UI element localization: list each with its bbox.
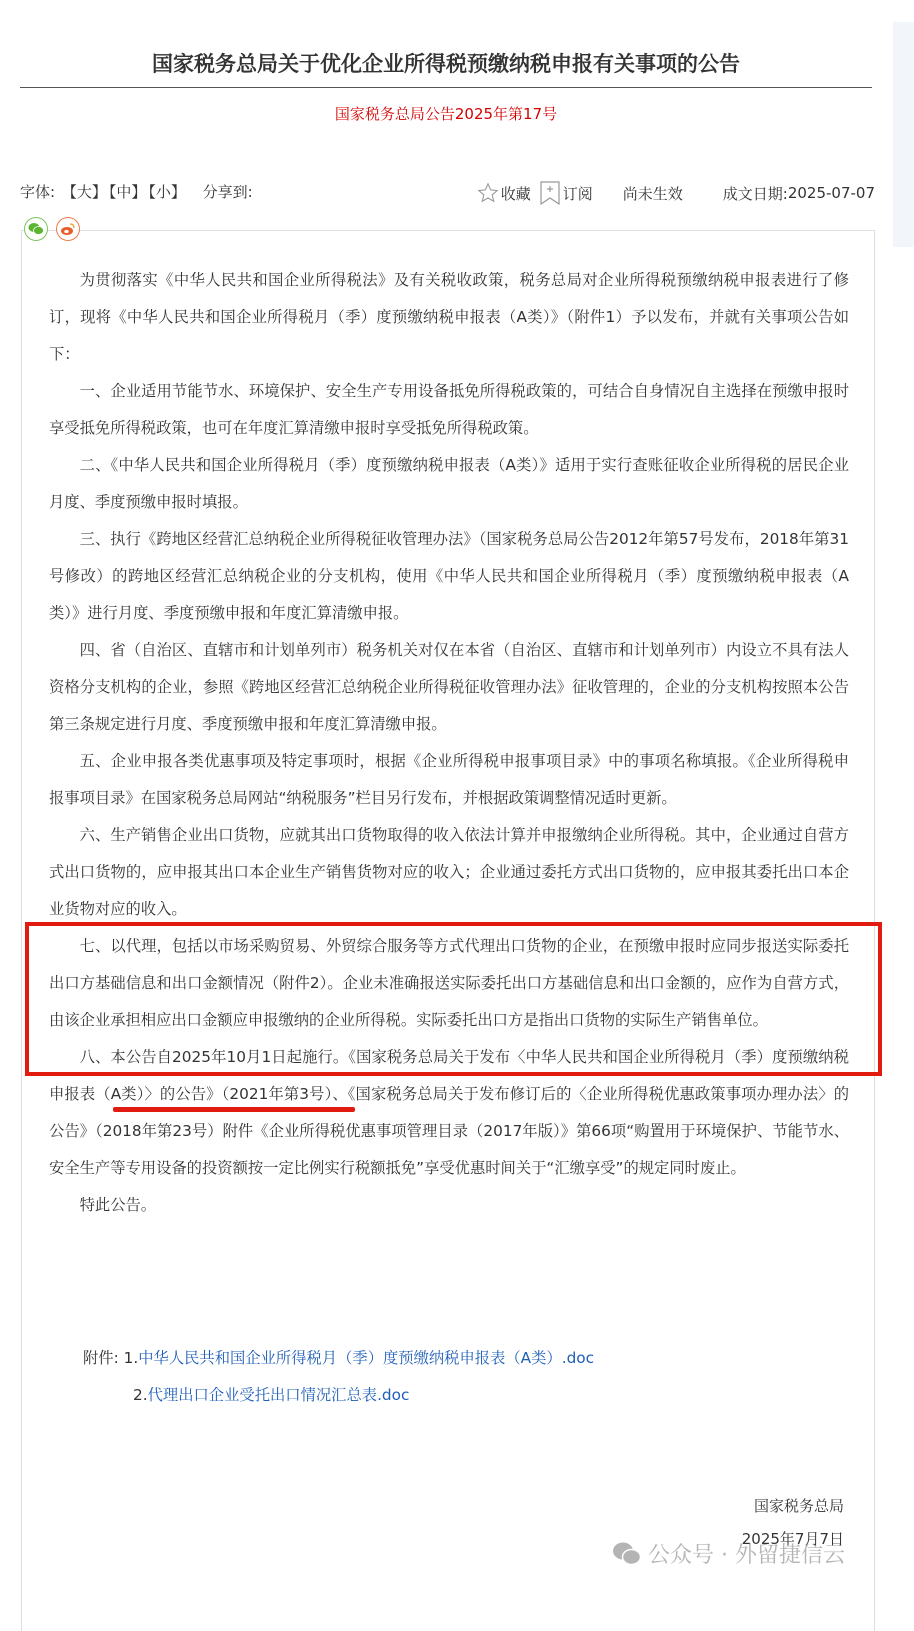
announcement-body (49, 262, 849, 1224)
paragraph-4: 四、省（自治区、直辖市和计划单列市）税务机关对仅在本省（自治区、直辖市和计划单列市）内设立不具有法人资格分支机构的企业，参照《跨地区经营汇总纳税企业所得税征收管理办法》征收管理的，企业的分支机构按照本公告第三条规定进行月度、季度预缴申报和年度汇算清缴申报。 (49, 641, 849, 733)
wechat-icon (28, 222, 44, 236)
attachment-2-index: 2. (133, 1386, 148, 1404)
attachments (83, 1340, 594, 1414)
effective-date-underline (113, 1107, 355, 1112)
side-panel (893, 22, 914, 247)
paragraph-1: 一、企业适用节能节水、环境保护、安全生产专用设备抵免所得税政策的，可结合自身情况自主选择在预缴申报时享受抵免所得税政策，也可在年度汇算清缴申报时享受抵免所得税政策。 (49, 382, 849, 437)
favorite-label: 收藏 (500, 184, 531, 203)
subscribe-button[interactable] (539, 181, 593, 205)
effective-status: 尚未生效 (622, 184, 683, 203)
toolbar (20, 181, 875, 205)
document-number: 国家税务总局公告2025年第17号 (334, 105, 558, 123)
share-weibo-button[interactable] (56, 217, 80, 241)
subscribe-label: 订阅 (562, 184, 593, 203)
issue-date-value: 2025-07-07 (787, 184, 875, 202)
font-size-medium-button[interactable]: 【中】 (108, 183, 147, 201)
weibo-icon (60, 222, 76, 236)
share-icons (24, 217, 80, 241)
bookmark-plus-icon (539, 181, 561, 205)
paragraph-3: 三、执行《跨地区经营汇总纳税企业所得税征收管理办法》（国家税务总局公告2012年第57号发布，2018年第31号修改）的跨地区经营汇总纳税企业的分支机构，使用《中华人民共和国企业所得税月（季）度预缴纳税申报表（A类）》进行月度、季度预缴申报和年度汇算清缴申报。 (49, 530, 849, 622)
paragraph-7: 七、以代理，包括以市场采购贸易、外贸综合服务等方式代理出口货物的企业，在预缴申报时应同步报送实际委托出口方基础信息和出口金额情况（附件2）。企业未准确报送实际委托出口方基础信息和出口金额的，应作为自营方式，由该企业承担相应出口金额应申报缴纳的企业所得税。实际委托出口方是指出口货物的实际生产销售单位。 (49, 937, 849, 1029)
title-divider (20, 87, 872, 88)
page-title: 国家税务总局关于优化企业所得税预缴纳税申报有关事项的公告 (152, 52, 740, 77)
favorite-button[interactable] (477, 182, 531, 204)
signature-issuer: 国家税务总局 (753, 1497, 844, 1515)
paragraph-8: 八、本公告自2025年10月1日起施行。《国家税务总局关于发布〈中华人民共和国企业所得税月（季）度预缴纳税申报表（A类）〉的公告》（2021年第3号）、《国家税务总局关于发布修订后的〈企业所得税优惠政策事项办理办法〉的公告》（2018年第23号）附件《企业所得税优惠事项管理目录（2017年版）》第66项“购置用于环境保护、节能节水、安全生产等专用设备的投资额按一定比例实行税额抵免”享受优惠时间关于“汇缴享受”的规定同时废止。 (49, 1048, 849, 1177)
paragraph-intro: 为贯彻落实《中华人民共和国企业所得税法》及有关税收政策，税务总局对企业所得税预缴纳税申报表进行了修订，现将《中华人民共和国企业所得税月（季）度预缴纳税申报表（A类）》（附件1）予以发布，并就有关事项公告如下： (49, 271, 849, 363)
font-size-label: 字体: (20, 183, 56, 201)
attachment-2-link[interactable]: 代理出口企业受托出口情况汇总表.doc (147, 1386, 410, 1404)
star-icon (477, 182, 499, 204)
signature (742, 1490, 844, 1556)
paragraph-5: 五、企业申报各类优惠事项及特定事项时，根据《企业所得税申报事项目录》中的事项名称填报。《企业所得税申报事项目录》在国家税务总局网站“纳税服务”栏目另行发布，并根据政策调整情况适时更新。 (49, 752, 849, 807)
issue-date-label: 成文日期: (722, 184, 788, 203)
paragraph-6: 六、生产销售企业出口货物，应就其出口货物取得的收入依法计算并申报缴纳企业所得税。其中，企业通过自营方式出口货物的，应申报其出口本企业生产销售货物对应的收入；企业通过委托方式出口货物的，应申报其委托出口本企业货物对应的收入。 (49, 826, 849, 918)
font-size-large-button[interactable]: 【大】 (61, 183, 107, 201)
share-label: 分享到: (202, 183, 253, 201)
watermark-text: 公众号 · 外留捷信云 (648, 1543, 845, 1568)
wechat-watermark-icon (612, 1541, 642, 1567)
attachments-label: 附件: (83, 1349, 119, 1367)
share-wechat-button[interactable] (24, 217, 48, 241)
signature-date: 2025年7月7日 (741, 1530, 844, 1548)
font-size-small-button[interactable]: 【小】 (148, 183, 186, 201)
paragraph-2: 二、《中华人民共和国企业所得税月（季）度预缴纳税申报表（A类）》适用于实行查账征收企业所得税的居民企业月度、季度预缴申报时填报。 (49, 456, 849, 511)
attachment-1-index: 1. (123, 1349, 139, 1367)
attachment-1-link[interactable]: 中华人民共和国企业所得税月（季）度预缴纳税申报表（A类）.doc (138, 1349, 595, 1367)
closing-statement: 特此公告。 (79, 1196, 157, 1214)
